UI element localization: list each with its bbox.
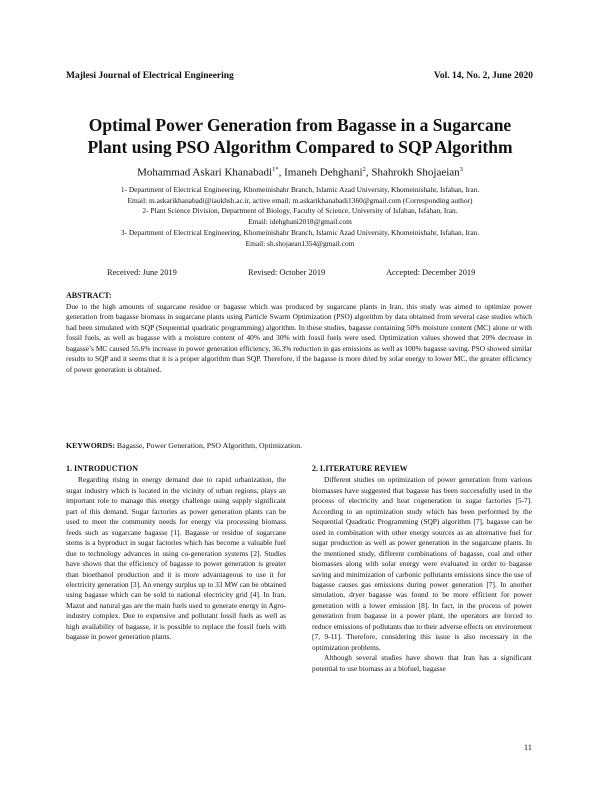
abstract-heading: ABSTRACT: bbox=[66, 291, 112, 300]
abstract bbox=[66, 291, 532, 375]
affiliation-line: Email: m.askarikhanabadi@iaukhsh.ac.ir, active email: m.askarikhanabadi1360@gmail.com (Corresponding author) bbox=[127, 195, 473, 205]
author-2: Imaneh Dehghani bbox=[284, 166, 363, 179]
keywords-text: Bagasse, Power Generation, PSO Algorithm, Optimization. bbox=[114, 441, 303, 450]
paper-title bbox=[60, 114, 540, 158]
column-left bbox=[66, 464, 286, 643]
page-number: 11 bbox=[523, 742, 532, 752]
author-3-affil: 3 bbox=[459, 166, 463, 173]
section-2-heading: 2. LITERATURE REVIEW bbox=[312, 464, 408, 473]
volume-info: Vol. 14, No. 2, June 2020 bbox=[433, 71, 533, 81]
section-1-heading: 1. INTRODUCTION bbox=[66, 464, 139, 473]
affiliation-line: 3- Department of Electrical Engineering, Khomeinishahr Branch, Islamic Azad University, Khomeinishahr, Isfahan, Iran. bbox=[120, 227, 480, 237]
author-1: Mohammad Askari Khanabadi bbox=[137, 166, 273, 179]
abstract-text: Due to the high amounts of sugarcane residue or bagasse which was produced by sugarcane plants in Iran, this study was aimed to optimize power generation from bagasse biomass in sugarcane plants using Particle Swarm Optimization (PSO) algorithm by data obtained from several case studies which had been simulated with SQP (Sequential quadratic programming) algorithm. In these studies, bagasse containing 50% moisture content (MC) alone or with fossil fuels, as well as bagasse with a moisture content of 40% and 30% with fossil fuels were used. Optimization values showed that 20% decrease in bagasse’s MC caused 55.6% increase in power generation efficiency, 36.3% reduction in gas emissions as well as 100% bagasse saving. PSO showed similar results to SQP and it seems that it is a proper algorithm than SQP. Therefore, if the bagasse is more dried by solar energy to lower MC, the greater efficiency of power generation is obtained. bbox=[66, 301, 532, 374]
author-3: Shahrokh Shojaeian bbox=[371, 166, 460, 179]
column-right bbox=[312, 464, 532, 674]
affiliations bbox=[60, 185, 540, 249]
author-list: Mohammad Askari Khanabadi$^{1*}$, Imaneh Dehghani$^2$, Shahrokh Shojaeian$^3$ bbox=[137, 166, 463, 179]
section-1-paragraph: Regarding rising in energy demand due to rapid urbanization, the sugar industry which is located in the vicinity of urban regions, plays an important role to manage this energy challenge using supply significant part of this demand. Sugar factories as power generation plants can be used to meet the community needs for energy via processing biomass feeds such as sugarcane bagasse [1]. Bagasse or residue of sugarcane stems is a byproduct in sugar factories which has become a valuable fuel due to technology advances in using co-generation systems [2]. Studies have shown that the efficiency of bagasse to power generation is greater than bioethanol production and it is more advantageous to use it for electricity generation [3]. An energy surplus up to 33 MW can be obtained using bagasse which can be sold to national electricity grid [4]. In Iran, Mazut and natural gas are the main fuels used to generate energy in Agro-industry complex. Due to expensive and pollutant fossil fuels as well as high availability of bagasse, it is possible to replace the fossil fuels with bagasse in power generation plants. bbox=[66, 475, 286, 642]
affiliation-line: 2- Plant Science Division, Department of Biology, Faculty of Science, University of Isfahan, Isfahan, Iran. bbox=[142, 206, 458, 216]
keywords-label: KEYWORDS: bbox=[66, 441, 115, 450]
section-2-paragraph-1: Different studies on optimization of power generation from various biomasses have suggested that bagasse has been successfully used in the process of electricity and heat cogeneration in sugar factories [5-7]. According to an optimization study which has been performed by the Sequential Quadratic Programming (SQP) algorithm [7], bagasse can be used in combination with other energy sources as an alternative fuel for sugar production as well as power generation in the sugarcane plants. In the mentioned study, different combinations of bagasse, coal and other biomasses along with solar energy were evaluated in order to bagasse saving and minimization of carbonic pollutants emissions since the use of bagasse causes gas emissions during power generation [7]. In another simulation, dryer bagasse was found to be more efficient for power generation with a lower emission [8]. In fact, in the process of power generation from bagasse in a power plant, the operators are forced to reduce emissions of pollutants due to their adverse effects on environment [7, 9-11]. Therefore, considering this issue is also necessary in the optimization problems. bbox=[312, 475, 532, 652]
section-2-paragraph-2: Although several studies have shown that Iran has a significant potential to use biomass as a biofuel, bagasse bbox=[312, 653, 532, 673]
accepted-date: Accepted: December 2019 bbox=[386, 268, 476, 277]
author-2-affil: 2 bbox=[362, 166, 366, 173]
title-line-1: Optimal Power Generation from Bagasse in a Sugarcane bbox=[88, 115, 512, 135]
affiliation-line: 1- Department of Electrical Engineering, Khomeinishahr Branch, Islamic Azad University, Khomeinishahr, Isfahan, Iran. bbox=[120, 185, 480, 194]
affiliation-line: Email: sh.shojaean1354@gmail.com bbox=[245, 238, 355, 248]
affiliation-line: Email: idehghani2018@gmail.com bbox=[248, 217, 352, 227]
journal-name: Majlesi Journal of Electrical Engineering bbox=[66, 71, 234, 81]
author-1-affil: 1* bbox=[272, 166, 279, 173]
received-date: Received: June 2019 bbox=[107, 268, 177, 277]
keywords bbox=[66, 441, 532, 450]
revised-date: Revised: October 2019 bbox=[248, 268, 326, 277]
title-line-2: Plant using PSO Algorithm Compared to SQP Algorithm bbox=[87, 137, 513, 157]
